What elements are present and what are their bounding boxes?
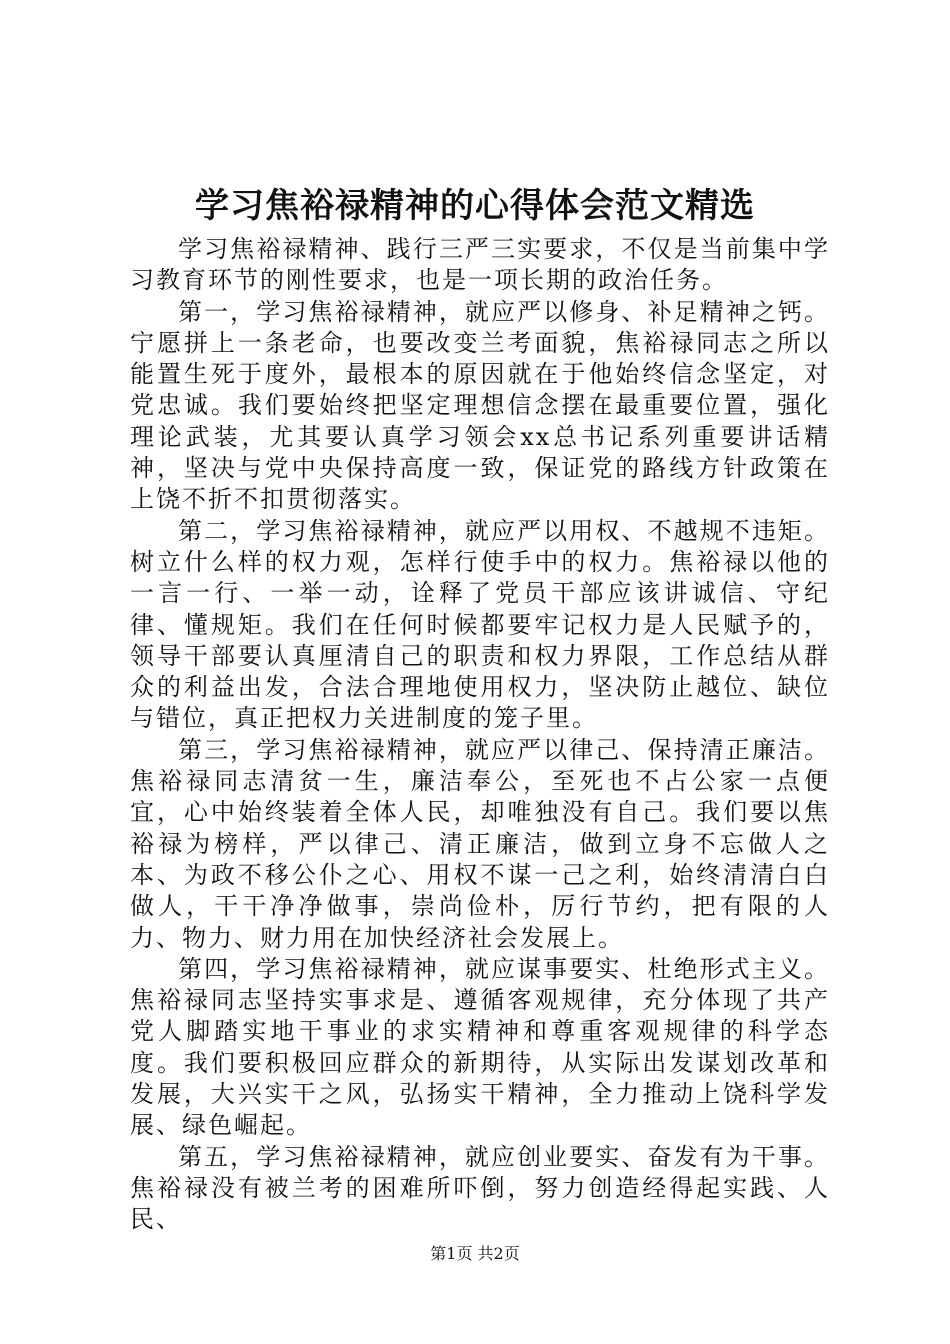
paragraph-intro: 学习焦裕禄精神、践行三严三实要求，不仅是当前集中学习教育环节的刚性要求，也是一项长期的政治任务。 (130, 235, 830, 295)
paragraph-fifth: 第五，学习焦裕禄精神，就应创业要实、奋发有为干事。焦裕禄没有被兰考的困难所吓倒，努力创造经得起实践、人民、 (130, 1142, 830, 1234)
paragraph-fourth: 第四，学习焦裕禄精神，就应谋事要实、杜绝形式主义。焦裕禄同志坚持实事求是、遵循客观规律，充分体现了共产党人脚踏实地干事业的求实精神和尊重客观规律的科学态度。我们要积极回应群众的新期待，从实际出发谋划改革和发展，大兴实干之风，弘扬实干精神，全力推动上饶科学发展、绿色崛起。 (130, 954, 830, 1140)
paragraph-third: 第三，学习焦裕禄精神，就应严以律己、保持清正廉洁。焦裕禄同志清贫一生，廉洁奉公，至死也不占公家一点便宜，心中始终装着全体人民，却唯独没有自己。我们要以焦裕禄为榜样，严以律己、清正廉洁，做到立身不忘做人之本、为政不移公仆之心、用权不谋一己之利，始终清清白白做人，干干净净做事，崇尚俭朴，厉行节约，把有限的人力、物力、财力用在加快经济社会发展上。 (130, 735, 830, 952)
document-body (130, 234, 830, 1236)
paragraph-first: 第一，学习焦裕禄精神，就应严以修身、补足精神之钙。宁愿拼上一条老命，也要改变兰考面貌，焦裕禄同志之所以能置生死于度外，最根本的原因就在于他始终信念坚定，对党忠诚。我们要始终把坚定理想信念摆在最重要位置，强化理论武装，尤其要认真学习领会xx总书记系列重要讲话精神，坚决与党中央保持高度一致，保证党的路线方针政策在上饶不折不扣贯彻落实。 (130, 297, 830, 514)
paragraph-second: 第二，学习焦裕禄精神，就应严以用权、不越规不违矩。树立什么样的权力观，怎样行使手中的权力。焦裕禄以他的一言一行、一举一动，诠释了党员干部应该讲诚信、守纪律、懂规矩。我们在任何时候都要牢记权力是人民赋予的，领导干部要认真厘清自己的职责和权力界限，工作总结从群众的利益出发，合法合理地使用权力，坚决防止越位、缺位与错位，真正把权力关进制度的笼子里。 (130, 516, 830, 733)
page-number-footer: 第1页 共2页 (430, 1244, 520, 1263)
document-title: 学习焦裕禄精神的心得体会范文精选 (195, 186, 755, 226)
